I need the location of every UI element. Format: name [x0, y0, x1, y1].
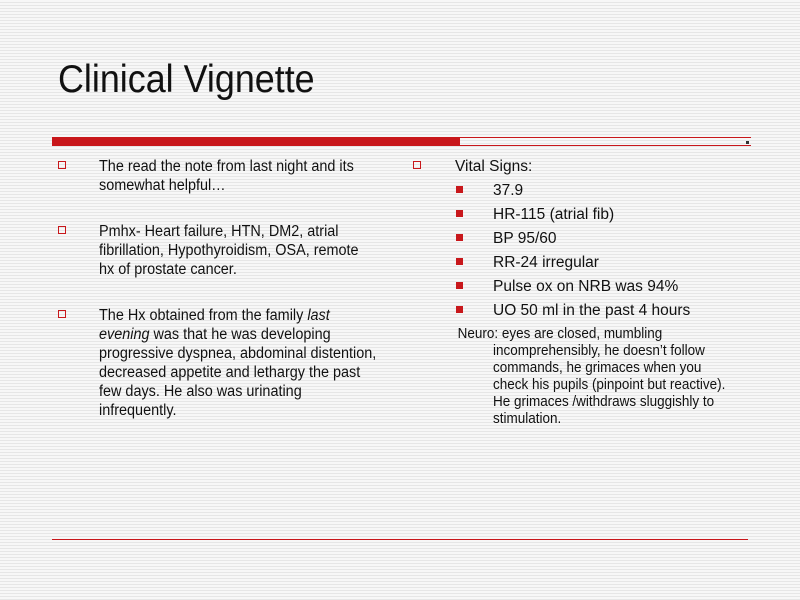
filled-square-bullet-icon: [456, 186, 463, 193]
slide-title: Clinical Vignette: [58, 58, 315, 101]
neuro-exam-text: Neuro: eyes are closed, mumbling incomprehensibly, he doesn’t follow commands, he grimaces when you check his pupils (pinpoint but reactive). He grimaces /withdraws sluggishly to stimulation.: [457, 326, 726, 427]
vital-signs-heading: Vital Signs:: [413, 157, 743, 176]
vital-sign-item: UO 50 ml in the past 4 hours: [413, 301, 743, 325]
left-bullet-text: Pmhx- Heart failure, HTN, DM2, atrial fibrillation, Hypothyroidism, OSA, remote hx of prostate cancer.: [99, 223, 359, 278]
filled-square-bullet-icon: [456, 282, 463, 289]
italic-emphasis: last evening: [99, 307, 330, 343]
right-column: [413, 157, 743, 428]
hollow-square-bullet-icon: [58, 226, 66, 234]
left-bullet-item: [58, 157, 378, 195]
vital-sign-item: Pulse ox on NRB was 94%: [413, 277, 743, 301]
vital-sign-item: 37.9: [413, 181, 743, 205]
filled-square-bullet-icon: [456, 210, 463, 217]
filled-square-bullet-icon: [456, 258, 463, 265]
filled-square-bullet-icon: [456, 306, 463, 313]
bottom-divider: [52, 539, 748, 540]
vital-signs-list: [413, 181, 743, 325]
title-underline-thick: [52, 137, 460, 146]
vital-sign-item: BP 95/60: [413, 229, 743, 253]
left-bullet-text: The read the note from last night and its somewhat helpful…: [99, 158, 354, 194]
left-bullet-text: The Hx obtained from the family last evening was that he was developing progressive dyspnea, abdominal distention, decreased appetite and lethargy the past few days. He also was urinating infrequently.: [99, 307, 377, 419]
left-column: [58, 157, 378, 420]
title-underline-thin-bottom: [460, 145, 751, 146]
vital-sign-item: RR-24 irregular: [413, 253, 743, 277]
left-bullet-item: [58, 222, 378, 279]
title-underline-thin-top: [460, 137, 751, 138]
hollow-square-bullet-icon: [58, 161, 66, 169]
hollow-square-bullet-icon: [413, 161, 421, 169]
filled-square-bullet-icon: [456, 234, 463, 241]
hollow-square-bullet-icon: [58, 310, 66, 318]
underline-dot: [746, 141, 749, 144]
vital-sign-item: HR-115 (atrial fib): [413, 205, 743, 229]
left-bullet-item: [58, 306, 378, 420]
